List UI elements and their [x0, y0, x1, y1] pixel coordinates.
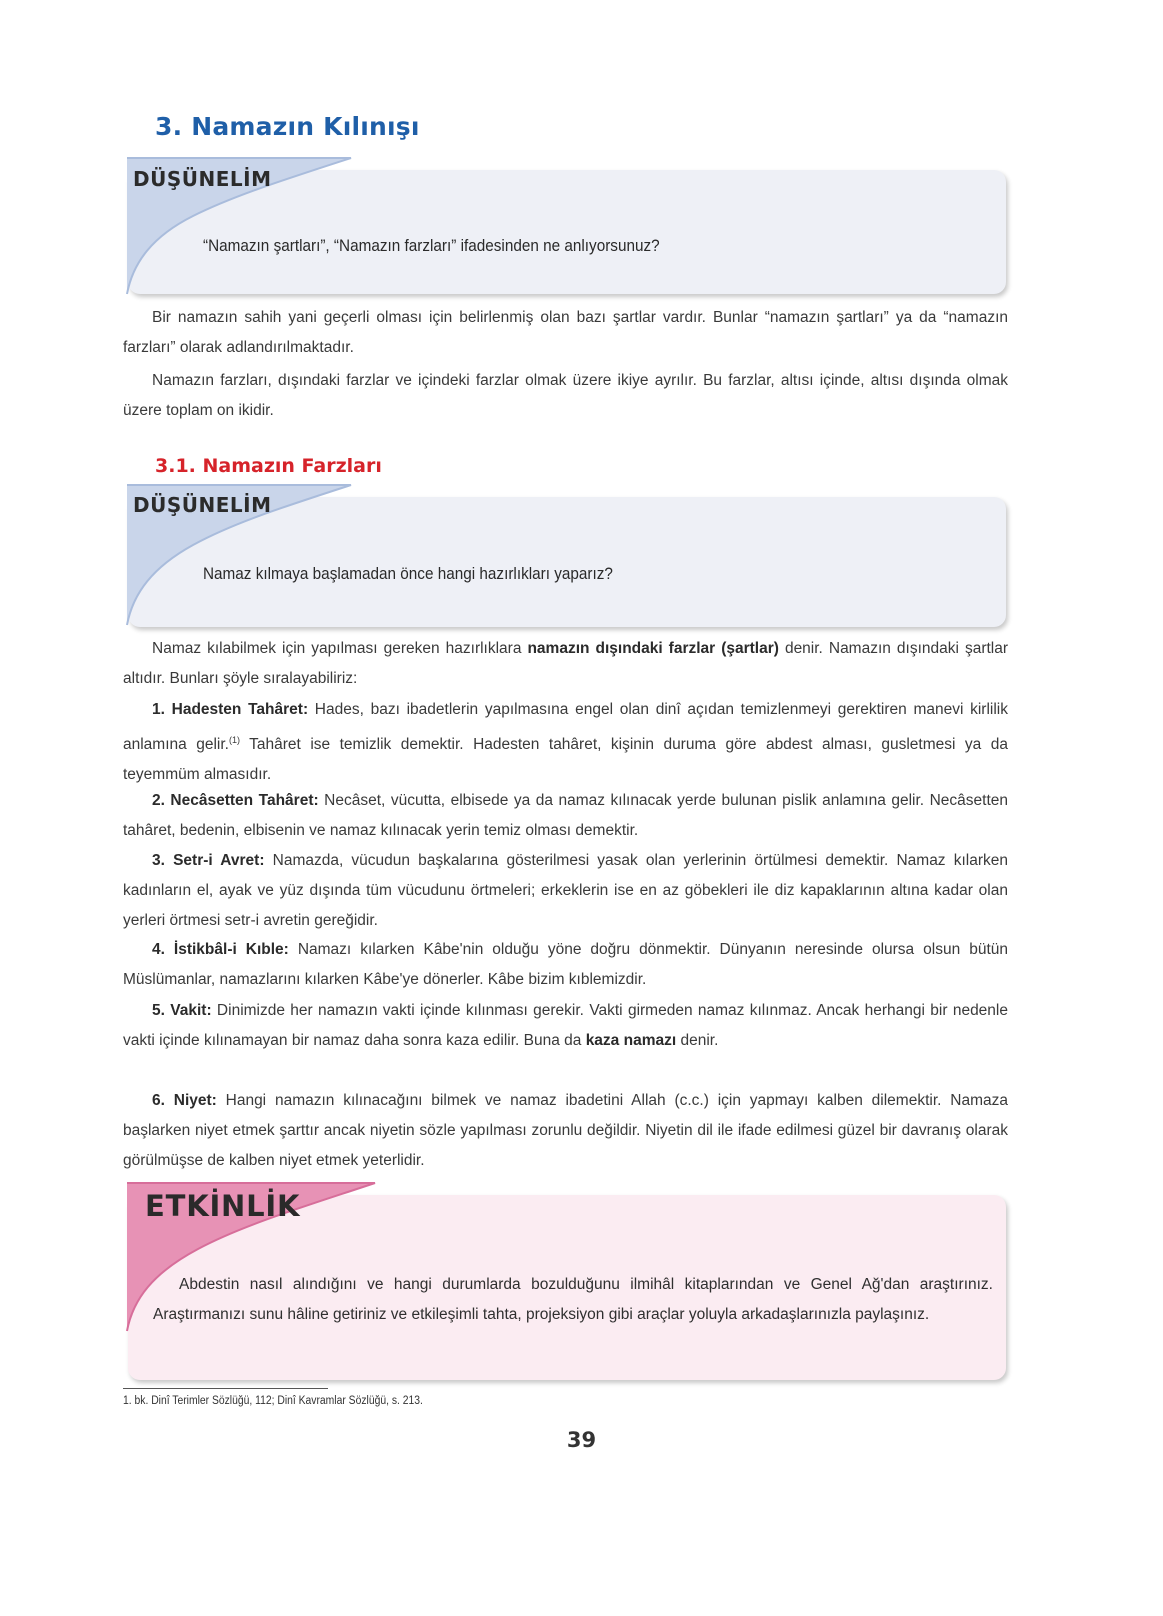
think-box-question: Namaz kılmaya başlamadan önce hangi hazırlıkları yaparız? [203, 564, 613, 583]
condition-item [123, 846, 1008, 936]
condition-text: Tahâret ise temizlik demektir. Hadesten tahâret, kişinin duruma göre abdest alması, gusletmesi ya da teyemmüm almasıdır. [123, 736, 1008, 784]
subsection-title: 3.1. Namazın Farzları [155, 455, 382, 477]
condition-item [123, 935, 1008, 995]
condition-text: denir. [676, 1032, 719, 1049]
think-box-2 [123, 485, 1009, 630]
condition-item [123, 786, 1008, 846]
think-box-label: DÜŞÜNELİM [133, 167, 272, 191]
conditions-intro-bold: namazın dışındaki farzlar (şartlar) [527, 640, 779, 657]
condition-title: 6. Niyet: [152, 1092, 217, 1109]
page-number: 39 [566, 1428, 597, 1452]
condition-text: Hangi namazın kılınacağını bilmek ve namaz ibadetini Allah (c.c.) için yapmayı kalben dilemektir. Namaza başlarken niyet etmek şarttır ancak niyetin sözle yapılması zorunlu değildir. Niyetin dil ile ifade edilmesi güzel bir davranış olarak görülmüşse de kalben niyet etmek yeterlidir. [123, 1092, 1008, 1169]
condition-item [123, 996, 1008, 1056]
intro-paragraph-1: Bir namazın sahih yani geçerli olması için belirlenmiş olan bazı şartlar vardır. Bunlar “namazın şartları” ya da “namazın farzları” olarak adlandırılmaktadır. [123, 309, 1008, 356]
condition-title: 5. Vakit: [152, 1002, 212, 1019]
condition-text: Hades, bazı ibadetlerin yapılmasına engel olan dinî açıdan temizlenmeyi gerektiren manevi kirlilik anlamına gelir. [123, 701, 1008, 754]
condition-text: Dinimizde her namazın vakti içinde kılınması gerekir. Vakti girmeden namaz kılınmaz. Ancak herhangi bir nedenle vakti içinde kılınamayan bir namaz daha sonra kaza edilir. Buna da [123, 1002, 1008, 1049]
condition-title: 2. Necâsetten Tahâret: [152, 792, 319, 809]
condition-title: 1. Hadesten Tahâret: [152, 701, 309, 718]
condition-item [123, 1086, 1008, 1176]
intro-paragraph-2: Namazın farzları, dışındaki farzlar ve içindeki farzlar olmak üzere ikiye ayrılır. Bu farzlar, altısı içinde, altısı dışında olmak üzere toplam on ikidir. [123, 372, 1008, 419]
footnote: 1. bk. Dinî Terimler Sözlüğü, 112; Dinî Kavramlar Sözlüğü, s. 213. [123, 1395, 423, 1407]
condition-item [123, 695, 1008, 790]
section-title: 3. Namazın Kılınışı [155, 112, 420, 141]
condition-text: Namazı kılarken Kâbe'nin olduğu yöne doğru dönmektir. Dünyanın neresinde olursa olsun bütün Müslümanlar, namazlarını kılarken Kâbe'ye dönerler. Kâbe bizim kıblemizdir. [123, 941, 1008, 988]
think-box-label: DÜŞÜNELİM [133, 493, 272, 517]
condition-title: 3. Setr-i Avret: [152, 852, 265, 869]
condition-bold: kaza namazı [585, 1032, 677, 1049]
think-box-question: “Namazın şartları”, “Namazın farzları” ifadesinden ne anlıyorsunuz? [203, 236, 660, 255]
think-box-1 [123, 158, 1009, 298]
conditions-intro-text: Namaz kılabilmek için yapılması gereken hazırlıklara [152, 640, 528, 657]
footnote-ref: (1) [228, 735, 240, 745]
activity-text: Abdestin nasıl alındığını ve hangi durumlarda bozulduğunu ilmihâl kitaplarından ve Genel Ağ'dan araştırınız. Araştırmanızı sunu hâline getiriniz ve etkileşimli tahta, projeksiyon gibi araçlar yoluyla arkadaşlarınızla paylaşınız. [153, 1276, 993, 1323]
conditions-intro-text: denir. Namazın dışındaki şartlar altıdır. Bunları şöyle sıralayabiliriz: [123, 640, 1009, 687]
conditions-intro [123, 634, 1008, 694]
condition-text: Necâset, vücutta, elbisede ya da namaz kılınacak yerde bulunan pislik anlamına gelir. Necâsetten tahâret, bedenin, elbisenin ve namaz kılınacak yerin temiz olması demektir. [123, 792, 1009, 839]
condition-title: 4. İstikbâl-i Kıble: [152, 941, 289, 958]
footnote-divider [123, 1388, 328, 1389]
activity-box-label: ETKİNLİK [145, 1189, 301, 1223]
condition-text: Namazda, vücudun başkalarına gösterilmesi yasak olan yerlerinin örtülmesi demektir. Namaz kılarken kadınların el, ayak ve yüz dışında tüm vücudunu örtmeleri; erkeklerin ise en az göbekleri ile diz kapaklarının altına kadar olan yerleri örtmesi setr-i avretin gereğidir. [123, 852, 1008, 929]
